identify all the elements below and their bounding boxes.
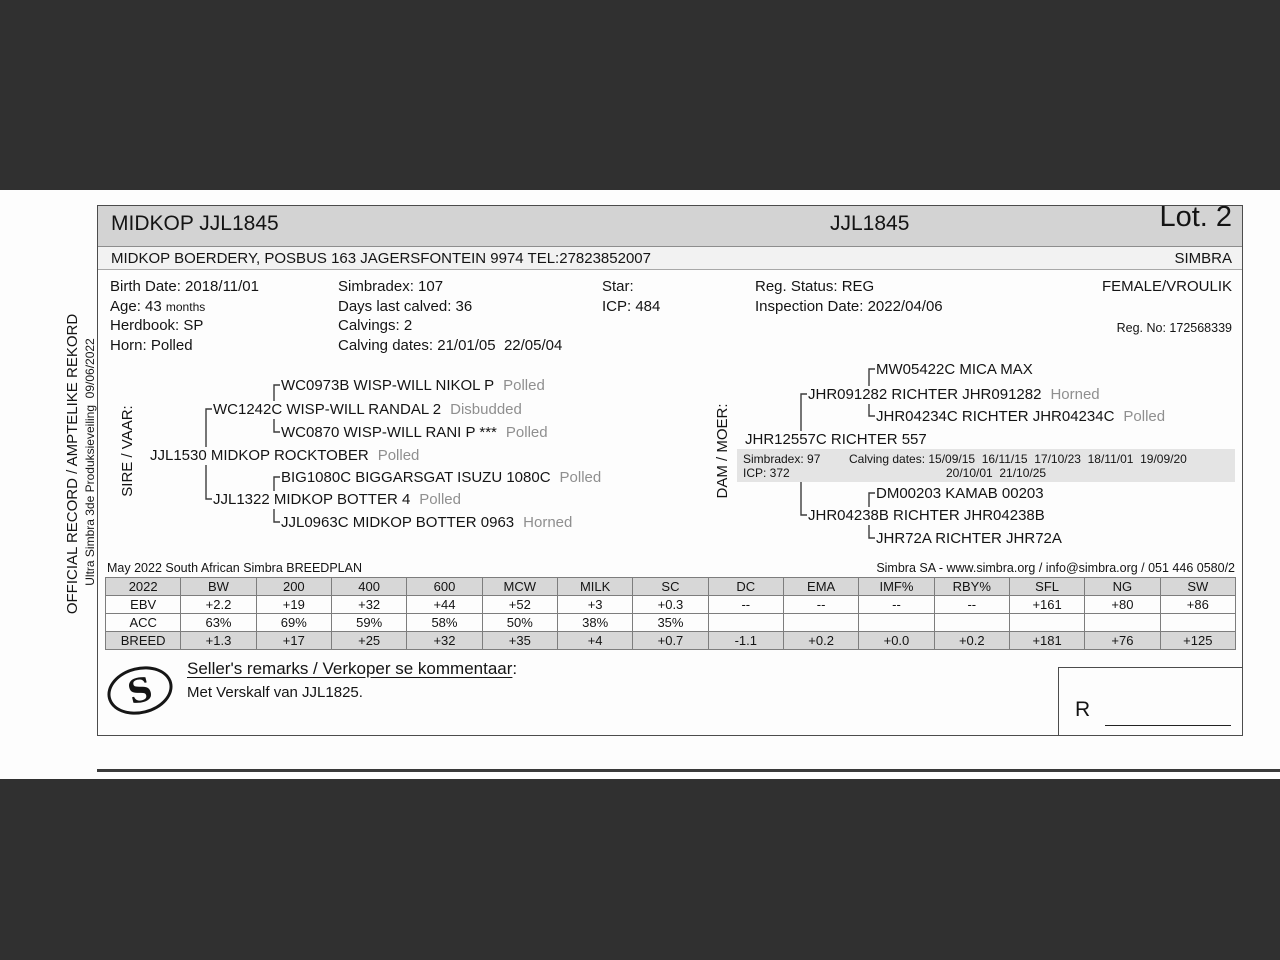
seller-remarks-title-text: Seller's remarks / Verkoper se kommentaar (187, 659, 513, 678)
ped-horn-status: Horned (1050, 386, 1100, 403)
simbradex: Simbradex: 107 (338, 278, 444, 295)
sire-section-label: SIRE / VAAR: (119, 405, 136, 497)
ped-name: WC0973B WISP-WILL NIKOL P (281, 377, 495, 394)
age-unit: months (165, 300, 206, 314)
reg-status: Reg. Status: REG (755, 278, 875, 295)
bp-header-cell: SW (1160, 578, 1235, 596)
ped-horn-status: Polled (419, 491, 461, 508)
dam-calving-dates-line1: Calving dates: 15/09/15 16/11/15 17/10/23 18/11/01 19/09/20 (849, 452, 1187, 466)
ped-sire (150, 447, 422, 465)
sex: FEMALE/VROULIK (1101, 278, 1232, 295)
bp-header-cell: 2022 (106, 578, 181, 596)
bp-cell: +0.0 (859, 632, 934, 650)
seller-remarks-text: Met Verskalf van JJL1825. (187, 684, 363, 701)
ped-horn-status: Polled (559, 469, 602, 486)
ped-name: JHR091282 RICHTER JHR091282 (808, 386, 1042, 403)
bp-cell: +44 (407, 596, 482, 614)
bp-cell (859, 614, 934, 632)
bp-cell: 58% (407, 614, 482, 632)
herdbook: Herdbook: SP (110, 317, 204, 334)
price-blank-line (1105, 725, 1231, 726)
ped-dam-sire (808, 386, 1103, 404)
breeder-address: MIDKOP BOERDERY, POSBUS 163 JAGERSFONTEIN 9974 TEL:27823852007 (111, 250, 651, 267)
ped-name: JJL1530 MIDKOP ROCKTOBER (150, 447, 369, 464)
bp-cell (708, 614, 783, 632)
seller-remarks-title (187, 660, 517, 678)
age-value: Age: 43 (110, 298, 162, 315)
seller-remarks-colon: : (512, 659, 518, 678)
bp-header-cell: SC (633, 578, 708, 596)
bp-header-cell: 400 (331, 578, 406, 596)
simbra-contact: Simbra SA - www.simbra.org / info@simbra.org / 051 446 0580/2 (876, 561, 1235, 575)
ped-horn-status: Polled (503, 377, 545, 394)
bp-cell: +17 (256, 632, 331, 650)
bp-cell: 38% (557, 614, 632, 632)
bp-cell: +25 (331, 632, 406, 650)
star: Star: (602, 278, 634, 295)
ped-dam-dam-dam (876, 530, 1074, 548)
bp-cell: +86 (1160, 596, 1235, 614)
bp-header-cell: MCW (482, 578, 557, 596)
ped-dam-dam-sire (876, 485, 1056, 503)
ped-sire-sire-dam (281, 424, 551, 442)
age (110, 298, 205, 316)
ped-name: JHR12557C RICHTER 557 (745, 431, 927, 448)
bp-cell (934, 614, 1009, 632)
bp-cell (1009, 614, 1084, 632)
sale-info-margin: Ultra Simbra 3de Produksieveiling 09/06/2022 (83, 338, 97, 586)
ped-name: JHR04234C RICHTER JHR04234C (876, 408, 1115, 425)
dam-simbradex: Simbradex: 97 (743, 452, 821, 466)
ped-horn-status: Disbudded (450, 401, 522, 418)
breedplan-row-acc (106, 614, 1236, 632)
reg-no: Reg. No: 172568339 (1116, 321, 1232, 335)
ped-name: WC1242C WISP-WILL RANDAL 2 (213, 401, 442, 418)
price-currency: R (1075, 698, 1091, 721)
bp-cell: +3 (557, 596, 632, 614)
breed-name: SIMBRA (1174, 250, 1232, 267)
ped-name: JJL1322 MIDKOP BOTTER 4 (213, 491, 411, 508)
ped-name: JHR04238B RICHTER JHR04238B (808, 507, 1045, 524)
bp-cell: +32 (331, 596, 406, 614)
bp-cell: +80 (1085, 596, 1160, 614)
bp-cell: 59% (331, 614, 406, 632)
bp-cell: +35 (482, 632, 557, 650)
breedplan-row-ebv (106, 596, 1236, 614)
ped-horn-status: Polled (505, 424, 548, 441)
bp-cell: +181 (1009, 632, 1084, 650)
dam-icp: ICP: 372 (743, 466, 790, 480)
bp-cell: +4 (557, 632, 632, 650)
ped-name: DM00203 KAMAB 00203 (876, 485, 1044, 502)
bp-header-cell: BW (181, 578, 256, 596)
bp-cell: -- (708, 596, 783, 614)
ped-name: JJL0963C MIDKOP BOTTER 0963 (281, 514, 515, 531)
breedplan-header-row (106, 578, 1236, 596)
bp-cell: 50% (482, 614, 557, 632)
bp-header-cell: 200 (256, 578, 331, 596)
simbra-s-letter: S (123, 668, 157, 713)
bp-cell (1160, 614, 1235, 632)
price-box (1058, 667, 1243, 736)
ped-sire-sire-sire (281, 377, 548, 395)
bp-header-cell: IMF% (859, 578, 934, 596)
bp-cell: -1.1 (708, 632, 783, 650)
ped-horn-status: Polled (377, 447, 420, 464)
bp-header-cell: SFL (1009, 578, 1084, 596)
ped-dam-dam (808, 507, 1057, 525)
ped-dam-sire-sire (876, 361, 1045, 379)
bp-cell: +0.2 (783, 632, 858, 650)
breedplan-table (105, 577, 1236, 650)
ped-name: JHR72A RICHTER JHR72A (876, 530, 1062, 547)
bp-header-cell: DC (708, 578, 783, 596)
bp-header-cell: MILK (557, 578, 632, 596)
animal-name: MIDKOP JJL1845 (111, 212, 279, 235)
bp-cell (1085, 614, 1160, 632)
bp-row-label: ACC (106, 614, 181, 632)
bp-cell: +52 (482, 596, 557, 614)
bp-row-label: BREED (106, 632, 181, 650)
ped-dam (745, 431, 939, 449)
dam-section-label: DAM / MOER: (714, 403, 731, 499)
bp-header-cell: 600 (407, 578, 482, 596)
bp-cell: 63% (181, 614, 256, 632)
ped-dam-sire-dam (876, 408, 1168, 426)
bp-cell: 35% (633, 614, 708, 632)
inspection-date: Inspection Date: 2022/04/06 (755, 298, 943, 315)
days-last-calved: Days last calved: 36 (338, 298, 473, 315)
ped-name: MW05422C MICA MAX (876, 361, 1033, 378)
bp-cell: -- (859, 596, 934, 614)
bp-cell (783, 614, 858, 632)
bp-cell: +19 (256, 596, 331, 614)
ped-horn-status: Horned (523, 514, 573, 531)
bp-cell: +0.3 (633, 596, 708, 614)
lot-number: Lot. 2 (1159, 201, 1232, 233)
breedplan-caption: May 2022 South African Simbra BREEDPLAN (107, 561, 362, 575)
ped-horn-status: Polled (1123, 408, 1166, 425)
bp-cell: +0.2 (934, 632, 1009, 650)
bp-header-cell: RBY% (934, 578, 1009, 596)
calving-dates: Calving dates: 21/01/05 22/05/04 (338, 337, 563, 354)
bp-cell: -- (783, 596, 858, 614)
breedplan-row-breed (106, 632, 1236, 650)
ped-name: WC0870 WISP-WILL RANI P *** (281, 424, 497, 441)
ped-sire-dam (213, 491, 464, 509)
bp-header-cell: EMA (783, 578, 858, 596)
dam-calving-dates-line2: 20/10/01 21/10/25 (946, 466, 1047, 480)
icp: ICP: 484 (602, 298, 661, 315)
bp-header-cell: NG (1085, 578, 1160, 596)
bp-cell: +2.2 (181, 596, 256, 614)
ped-sire-dam-dam (281, 514, 575, 532)
birth-date: Birth Date: 2018/11/01 (110, 278, 259, 295)
ped-sire-sire (213, 401, 525, 419)
bp-cell: +32 (407, 632, 482, 650)
bp-cell: +1.3 (181, 632, 256, 650)
calvings: Calvings: 2 (338, 317, 413, 334)
ped-sire-dam-sire (281, 469, 604, 487)
horn-status: Horn: Polled (110, 337, 193, 354)
bp-cell: -- (934, 596, 1009, 614)
bp-cell: +161 (1009, 596, 1084, 614)
bp-cell: +0.7 (633, 632, 708, 650)
next-entry-divider (97, 769, 1280, 772)
bp-cell: 69% (256, 614, 331, 632)
bp-cell: +76 (1085, 632, 1160, 650)
ped-name: BIG1080C BIGGARSGAT ISUZU 1080C (281, 469, 551, 486)
animal-id: JJL1845 (830, 212, 910, 235)
bp-cell: +125 (1160, 632, 1235, 650)
bp-row-label: EBV (106, 596, 181, 614)
official-record-margin: OFFICIAL RECORD / AMPTELIKE REKORD (64, 313, 81, 615)
